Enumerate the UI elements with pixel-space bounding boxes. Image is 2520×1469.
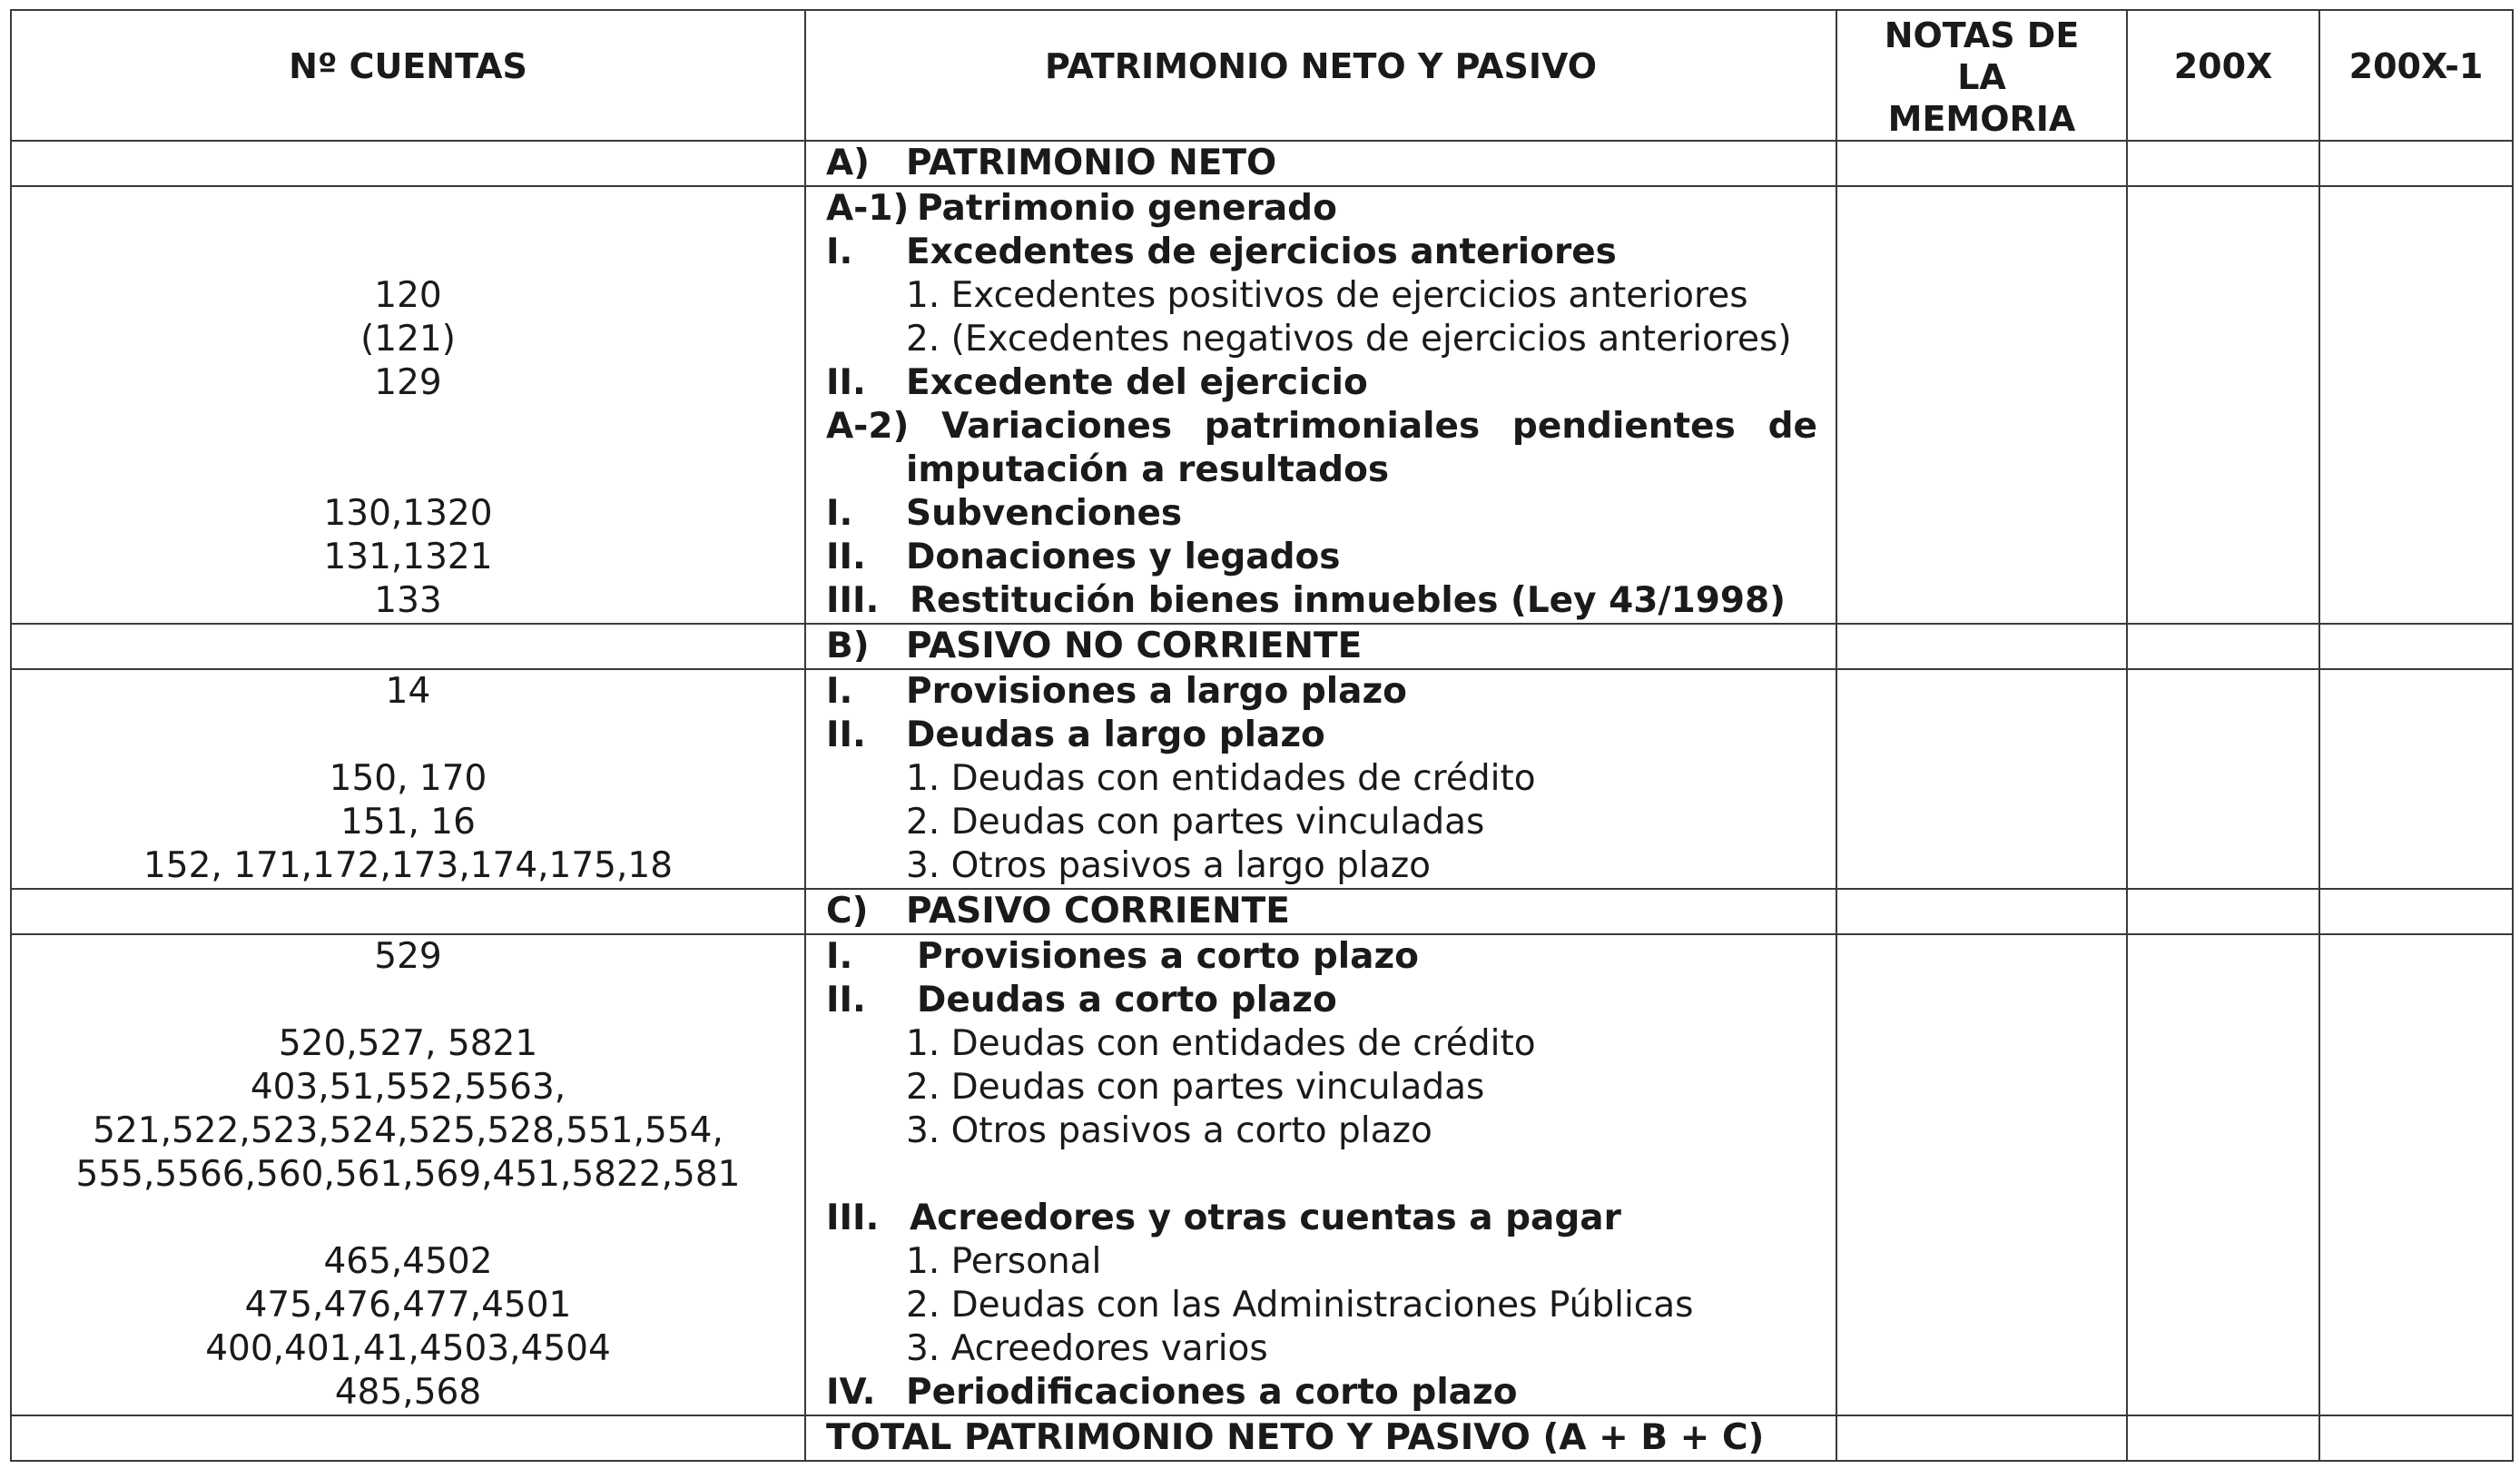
cell-year-previous [2319, 669, 2513, 889]
line-c-ii-1: 1. Deudas con entidades de crédito [906, 1023, 1536, 1064]
account-code: 151, 16 [340, 802, 476, 843]
header-notes-line3: MEMORIA [1887, 99, 2076, 139]
account-code: 152, 171,172,173,174,175,18 [143, 845, 674, 886]
section-b-codes [11, 669, 805, 889]
section-b-body-row [11, 669, 2513, 889]
line-a2-i: I. Subvenciones [826, 493, 1183, 534]
header-notes-line2: LA [1957, 57, 2006, 97]
cell-year-previous [2319, 141, 2513, 186]
line-c-iii-3: 3. Acreedores varios [906, 1328, 1268, 1369]
account-code: 120 [374, 275, 442, 316]
account-code: 130,1320 [323, 493, 493, 534]
section-c-body-row [11, 934, 2513, 1415]
balance-sheet [10, 9, 2514, 1462]
header-accounts: Nº CUENTAS [11, 10, 805, 141]
line-c-iii-2: 2. Deudas con las Administraciones Públicas [906, 1285, 1694, 1326]
line-c-ii: II. Deudas a corto plazo [826, 980, 1337, 1020]
account-code: 129 [374, 362, 442, 403]
line-b-ii-3: 3. Otros pasivos a largo plazo [906, 845, 1432, 886]
cell-notes [1836, 186, 2127, 624]
line-a2-iii: III. Restitución bienes inmuebles (Ley 43/1998) [826, 580, 1787, 621]
line-a2: A-2) Variaciones patrimoniales pendientes de [826, 406, 1817, 447]
header-year-current: 200X [2127, 10, 2319, 141]
cell-year-current [2127, 141, 2319, 186]
cell-year-current [2127, 624, 2319, 669]
cell-year-current [2127, 186, 2319, 624]
cell-blank [11, 1415, 805, 1461]
account-code: 529 [374, 936, 442, 977]
section-a-codes [11, 186, 805, 624]
cell-blank [11, 889, 805, 934]
cell-notes [1836, 624, 2127, 669]
cell-year-previous [2319, 624, 2513, 669]
account-code: 521,522,523,524,525,528,551,554, [93, 1110, 724, 1151]
account-code: 400,401,41,4503,4504 [205, 1328, 611, 1369]
cell-notes [1836, 141, 2127, 186]
section-b-title-row [11, 624, 2513, 669]
cell-year-previous [2319, 186, 2513, 624]
account-code: 133 [374, 580, 442, 621]
cell-year-current [2127, 669, 2319, 889]
account-code: 131,1321 [323, 537, 493, 577]
section-a-body-row [11, 186, 2513, 624]
line-c-ii-3: 3. Otros pasivos a corto plazo [906, 1110, 1432, 1151]
account-code: 465,4502 [323, 1241, 493, 1282]
account-code: 555,5566,560,561,569,451,5822,581 [75, 1154, 741, 1195]
section-b-lines [805, 669, 1836, 889]
header-equity-liabilities: PATRIMONIO NETO Y PASIVO [805, 10, 1836, 141]
balance-table [10, 9, 2514, 1462]
line-c-iii: III. Acreedores y otras cuentas a pagar [826, 1198, 1621, 1238]
line-a1-i-2: 2. (Excedentes negativos de ejercicios anteriores) [906, 319, 1792, 360]
line-c-iv: IV. Periodificaciones a corto plazo [826, 1372, 1518, 1413]
section-c-codes [11, 934, 805, 1415]
line-a1-ii: II. Excedente del ejercicio [826, 362, 1368, 403]
header-row [11, 10, 2513, 141]
line-a1: A-1) Patrimonio generado [826, 188, 1337, 229]
cell-year-previous [2319, 934, 2513, 1415]
line-b-ii: II. Deudas a largo plazo [826, 715, 1325, 755]
section-a-lines [805, 186, 1836, 624]
line-b-ii-1: 1. Deudas con entidades de crédito [906, 758, 1536, 799]
line-c-i: I. Provisiones a corto plazo [826, 936, 1419, 977]
header-year-previous: 200X-1 [2319, 10, 2513, 141]
cell-blank [11, 141, 805, 186]
line-a2-cont: imputación a resultados [906, 449, 1390, 490]
cell-notes [1836, 889, 2127, 934]
account-code: 14 [385, 671, 431, 712]
line-a1-i-1: 1. Excedentes positivos de ejercicios anteriores [906, 275, 1748, 316]
line-a2-ii: II. Donaciones y legados [826, 537, 1341, 577]
cell-year-current [2127, 889, 2319, 934]
cell-notes [1836, 934, 2127, 1415]
cell-notes [1836, 1415, 2127, 1461]
line-a1-i: I. Excedentes de ejercicios anteriores [826, 232, 1617, 272]
header-notes-line1: NOTAS DE [1884, 15, 2080, 55]
account-code: 520,527, 5821 [278, 1023, 538, 1064]
section-a-title: A) PATRIMONIO NETO [805, 141, 1836, 186]
section-c-title-row [11, 889, 2513, 934]
account-code: (121) [360, 319, 456, 360]
line-b-i: I. Provisiones a largo plazo [826, 671, 1407, 712]
total-label: TOTAL PATRIMONIO NETO Y PASIVO (A + B + C) [805, 1415, 1836, 1461]
section-c-title: C) PASIVO CORRIENTE [805, 889, 1836, 934]
cell-blank [11, 624, 805, 669]
header-notes [1836, 10, 2127, 141]
section-c-lines [805, 934, 1836, 1415]
line-c-ii-2: 2. Deudas con partes vinculadas [906, 1067, 1485, 1108]
cell-year-previous [2319, 889, 2513, 934]
account-code: 150, 170 [329, 758, 487, 799]
line-b-ii-2: 2. Deudas con partes vinculadas [906, 802, 1485, 843]
account-code: 403,51,552,5563, [250, 1067, 566, 1108]
section-a-title-row [11, 141, 2513, 186]
section-b-title: B) PASIVO NO CORRIENTE [805, 624, 1836, 669]
cell-notes [1836, 669, 2127, 889]
cell-year-current [2127, 934, 2319, 1415]
account-code: 485,568 [334, 1372, 482, 1413]
line-c-iii-1: 1. Personal [906, 1241, 1102, 1282]
cell-year-current [2127, 1415, 2319, 1461]
account-code: 475,476,477,4501 [244, 1285, 572, 1326]
total-row [11, 1415, 2513, 1461]
cell-year-previous [2319, 1415, 2513, 1461]
